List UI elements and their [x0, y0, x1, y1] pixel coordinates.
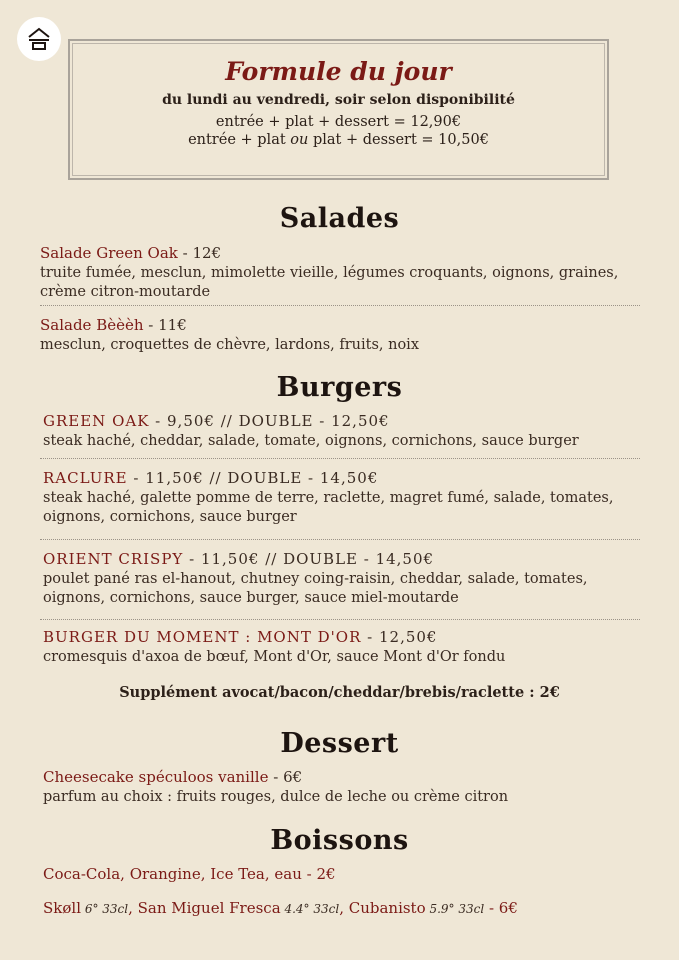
- menu-item: [43, 469, 640, 527]
- drinks-softs: Coca-Cola, Orangine, Ice Tea, eau - 2€: [43, 865, 336, 883]
- menu-item: [43, 628, 640, 667]
- item-name: [43, 628, 640, 647]
- item-name: [40, 244, 640, 263]
- item-description: parfum au choix : fruits rouges, dulce de leche ou crème citron: [43, 789, 509, 805]
- formule-line-2: [70, 132, 607, 148]
- item-title: Salade Green Oak: [40, 244, 178, 262]
- item-price: - 11,50€ // DOUBLE - 14,50€: [127, 469, 379, 487]
- formule-line-2-part-a: entrée + plat: [188, 132, 291, 148]
- item-name: [43, 550, 640, 569]
- item-price: - 11,50€ // DOUBLE - 14,50€: [183, 550, 435, 568]
- section-title-boissons: Boissons: [270, 825, 409, 856]
- beer-note: 4.4° 33cl: [280, 902, 340, 916]
- item-description: cromesquis d'axoa de bœuf, Mont d'Or, sauce Mont d'Or fondu: [43, 649, 506, 665]
- menu-item: [43, 550, 640, 608]
- item-price: - 6€: [268, 768, 303, 786]
- menu-item: [40, 244, 640, 302]
- beer-note: 6° 33cl: [81, 902, 129, 916]
- dotted-separator: [40, 619, 640, 620]
- dotted-separator: [40, 305, 640, 306]
- item-name: [43, 469, 640, 488]
- section-title-burgers: Burgers: [276, 372, 403, 403]
- formule-du-jour-box: [68, 39, 609, 180]
- item-title: Salade Bèèèh: [40, 316, 144, 334]
- menu-item: [40, 316, 640, 355]
- burger-supplement: Supplément avocat/bacon/cheddar/brebis/raclette : 2€: [119, 684, 560, 701]
- item-name: [43, 412, 640, 431]
- item-description: steak haché, cheddar, salade, tomate, oignons, cornichons, sauce burger: [43, 433, 579, 449]
- beer-name: , San Miguel Fresca: [128, 899, 281, 917]
- menu-item: [43, 412, 640, 451]
- item-title: RACLURE: [43, 469, 128, 487]
- item-price: - 12,50€: [361, 628, 438, 646]
- beer-note: 5.9° 33cl: [425, 902, 485, 916]
- section-title-dessert: Dessert: [280, 728, 399, 759]
- item-price: - 9,50€ // DOUBLE - 12,50€: [149, 412, 390, 430]
- item-description: truite fumée, mesclun, mimolette vieille, légumes croquants, oignons, graines, crème citron-moutarde: [40, 265, 619, 300]
- item-title: BURGER DU MOMENT : MONT D'OR: [43, 628, 362, 646]
- item-description: mesclun, croquettes de chèvre, lardons, fruits, noix: [40, 337, 419, 353]
- beer-name: Skøll: [43, 899, 81, 917]
- item-title: ORIENT CRISPY: [43, 550, 184, 568]
- dotted-separator: [40, 539, 640, 540]
- item-title: Cheesecake spéculoos vanille: [43, 768, 269, 786]
- formule-subtitle: du lundi au vendredi, soir selon disponibilité: [162, 92, 515, 108]
- formule-line-1: entrée + plat + dessert = 12,90€: [215, 114, 462, 130]
- item-description: poulet pané ras el-hanout, chutney coing-raisin, cheddar, salade, tomates, oignons, cornichons, sauce burger, sauce miel-moutarde: [43, 571, 588, 606]
- item-title: GREEN OAK: [43, 412, 150, 430]
- beer-name: , Cubanisto: [339, 899, 426, 917]
- item-name: [43, 768, 640, 787]
- item-price: - 12€: [177, 244, 222, 262]
- restaurant-logo-icon: [26, 26, 52, 52]
- formule-title: Formule du jour: [225, 57, 452, 86]
- formule-line-2-or: ou: [290, 132, 309, 148]
- formule-line-2-part-b: plat + dessert = 10,50€: [308, 132, 489, 148]
- dotted-separator: [40, 458, 640, 459]
- drinks-beers: [43, 899, 518, 917]
- section-title-salades: Salades: [279, 203, 400, 234]
- item-name: [40, 316, 640, 335]
- restaurant-logo: [17, 17, 61, 61]
- item-description: steak haché, galette pomme de terre, raclette, magret fumé, salade, tomates, oignons, cornichons, sauce burger: [43, 490, 614, 525]
- beer-price: - 6€: [484, 899, 518, 917]
- menu-item: [43, 768, 640, 807]
- item-price: - 11€: [143, 316, 187, 334]
